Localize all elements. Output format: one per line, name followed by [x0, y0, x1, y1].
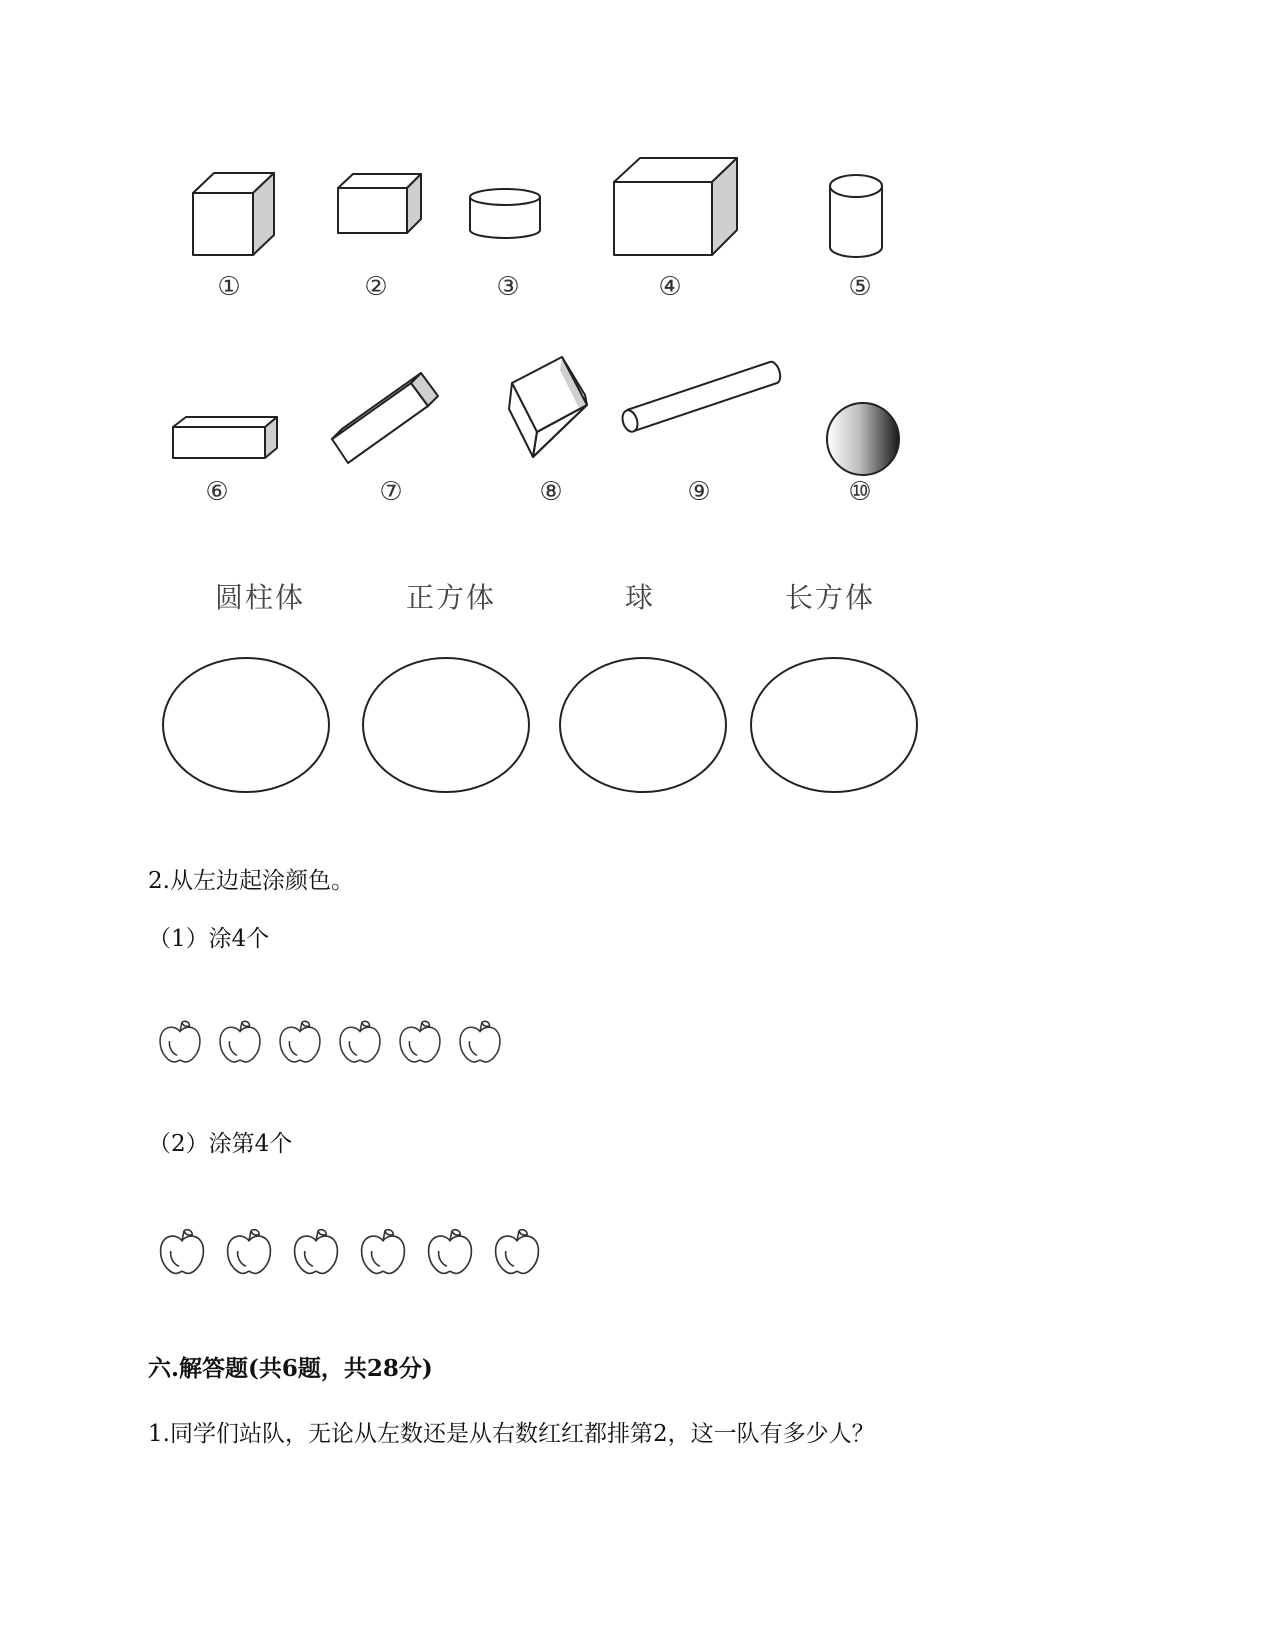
shape-6-cuboid — [173, 417, 277, 458]
apple-icon[interactable] — [295, 1230, 338, 1274]
category-label-cuboid: 长方体 — [784, 581, 875, 614]
apple-icon[interactable] — [228, 1230, 271, 1274]
apple-icon[interactable] — [400, 1021, 440, 1062]
question-2-part-1: （1）涂4个 — [148, 926, 270, 952]
apple-icon[interactable] — [340, 1021, 380, 1062]
shape-label-7: ⑦ — [379, 477, 403, 507]
shape-9-rod — [620, 362, 780, 434]
shape-7-cuboid — [332, 373, 438, 463]
apple-icon[interactable] — [280, 1021, 320, 1062]
shape-10-sphere — [827, 403, 899, 475]
apple-row-2 — [161, 1230, 539, 1274]
answer-oval-sphere[interactable] — [560, 658, 726, 792]
shape-label-9: ⑨ — [687, 477, 711, 507]
section-6-question-1: 1.同学们站队，无论从左数还是从右数红红都排第2，这一队有多少人？ — [148, 1421, 875, 1447]
section-6-heading: 六.解答题(共6题，共28分) — [148, 1355, 433, 1382]
shape-label-4: ④ — [658, 272, 682, 302]
apple-row-1 — [160, 1021, 500, 1062]
shape-5-cylinder — [830, 175, 882, 257]
shape-label-6: ⑥ — [205, 477, 229, 507]
shape-label-1: ① — [217, 272, 241, 302]
answer-oval-cylinder[interactable] — [163, 658, 329, 792]
category-label-cylinder: 圆柱体 — [214, 581, 305, 614]
shape-label-3: ③ — [496, 272, 520, 302]
shape-3-cylinder — [470, 189, 540, 238]
shape-label-5: ⑤ — [848, 272, 872, 302]
shape-1-cube — [193, 173, 274, 255]
shape-label-2: ② — [364, 272, 388, 302]
apple-icon[interactable] — [160, 1021, 200, 1062]
answer-oval-cuboid[interactable] — [751, 658, 917, 792]
apple-icon[interactable] — [362, 1230, 405, 1274]
apple-icon[interactable] — [220, 1021, 260, 1062]
shape-8-cube — [509, 357, 587, 457]
apple-icon[interactable] — [496, 1230, 539, 1274]
shape-4-cuboid — [614, 158, 737, 255]
category-label-sphere: 球 — [624, 581, 655, 614]
shape-label-8: ⑧ — [539, 477, 563, 507]
answer-oval-cube[interactable] — [363, 658, 529, 792]
question-2-part-2: （2）涂第4个 — [148, 1131, 293, 1157]
shape-2-cuboid — [338, 174, 421, 233]
question-2-title: 2.从左边起涂颜色。 — [148, 868, 354, 894]
category-label-cube: 正方体 — [405, 581, 496, 614]
apple-icon[interactable] — [429, 1230, 472, 1274]
shape-label-10: ⑩ — [848, 477, 872, 507]
apple-icon[interactable] — [460, 1021, 500, 1062]
apple-icon[interactable] — [161, 1230, 204, 1274]
